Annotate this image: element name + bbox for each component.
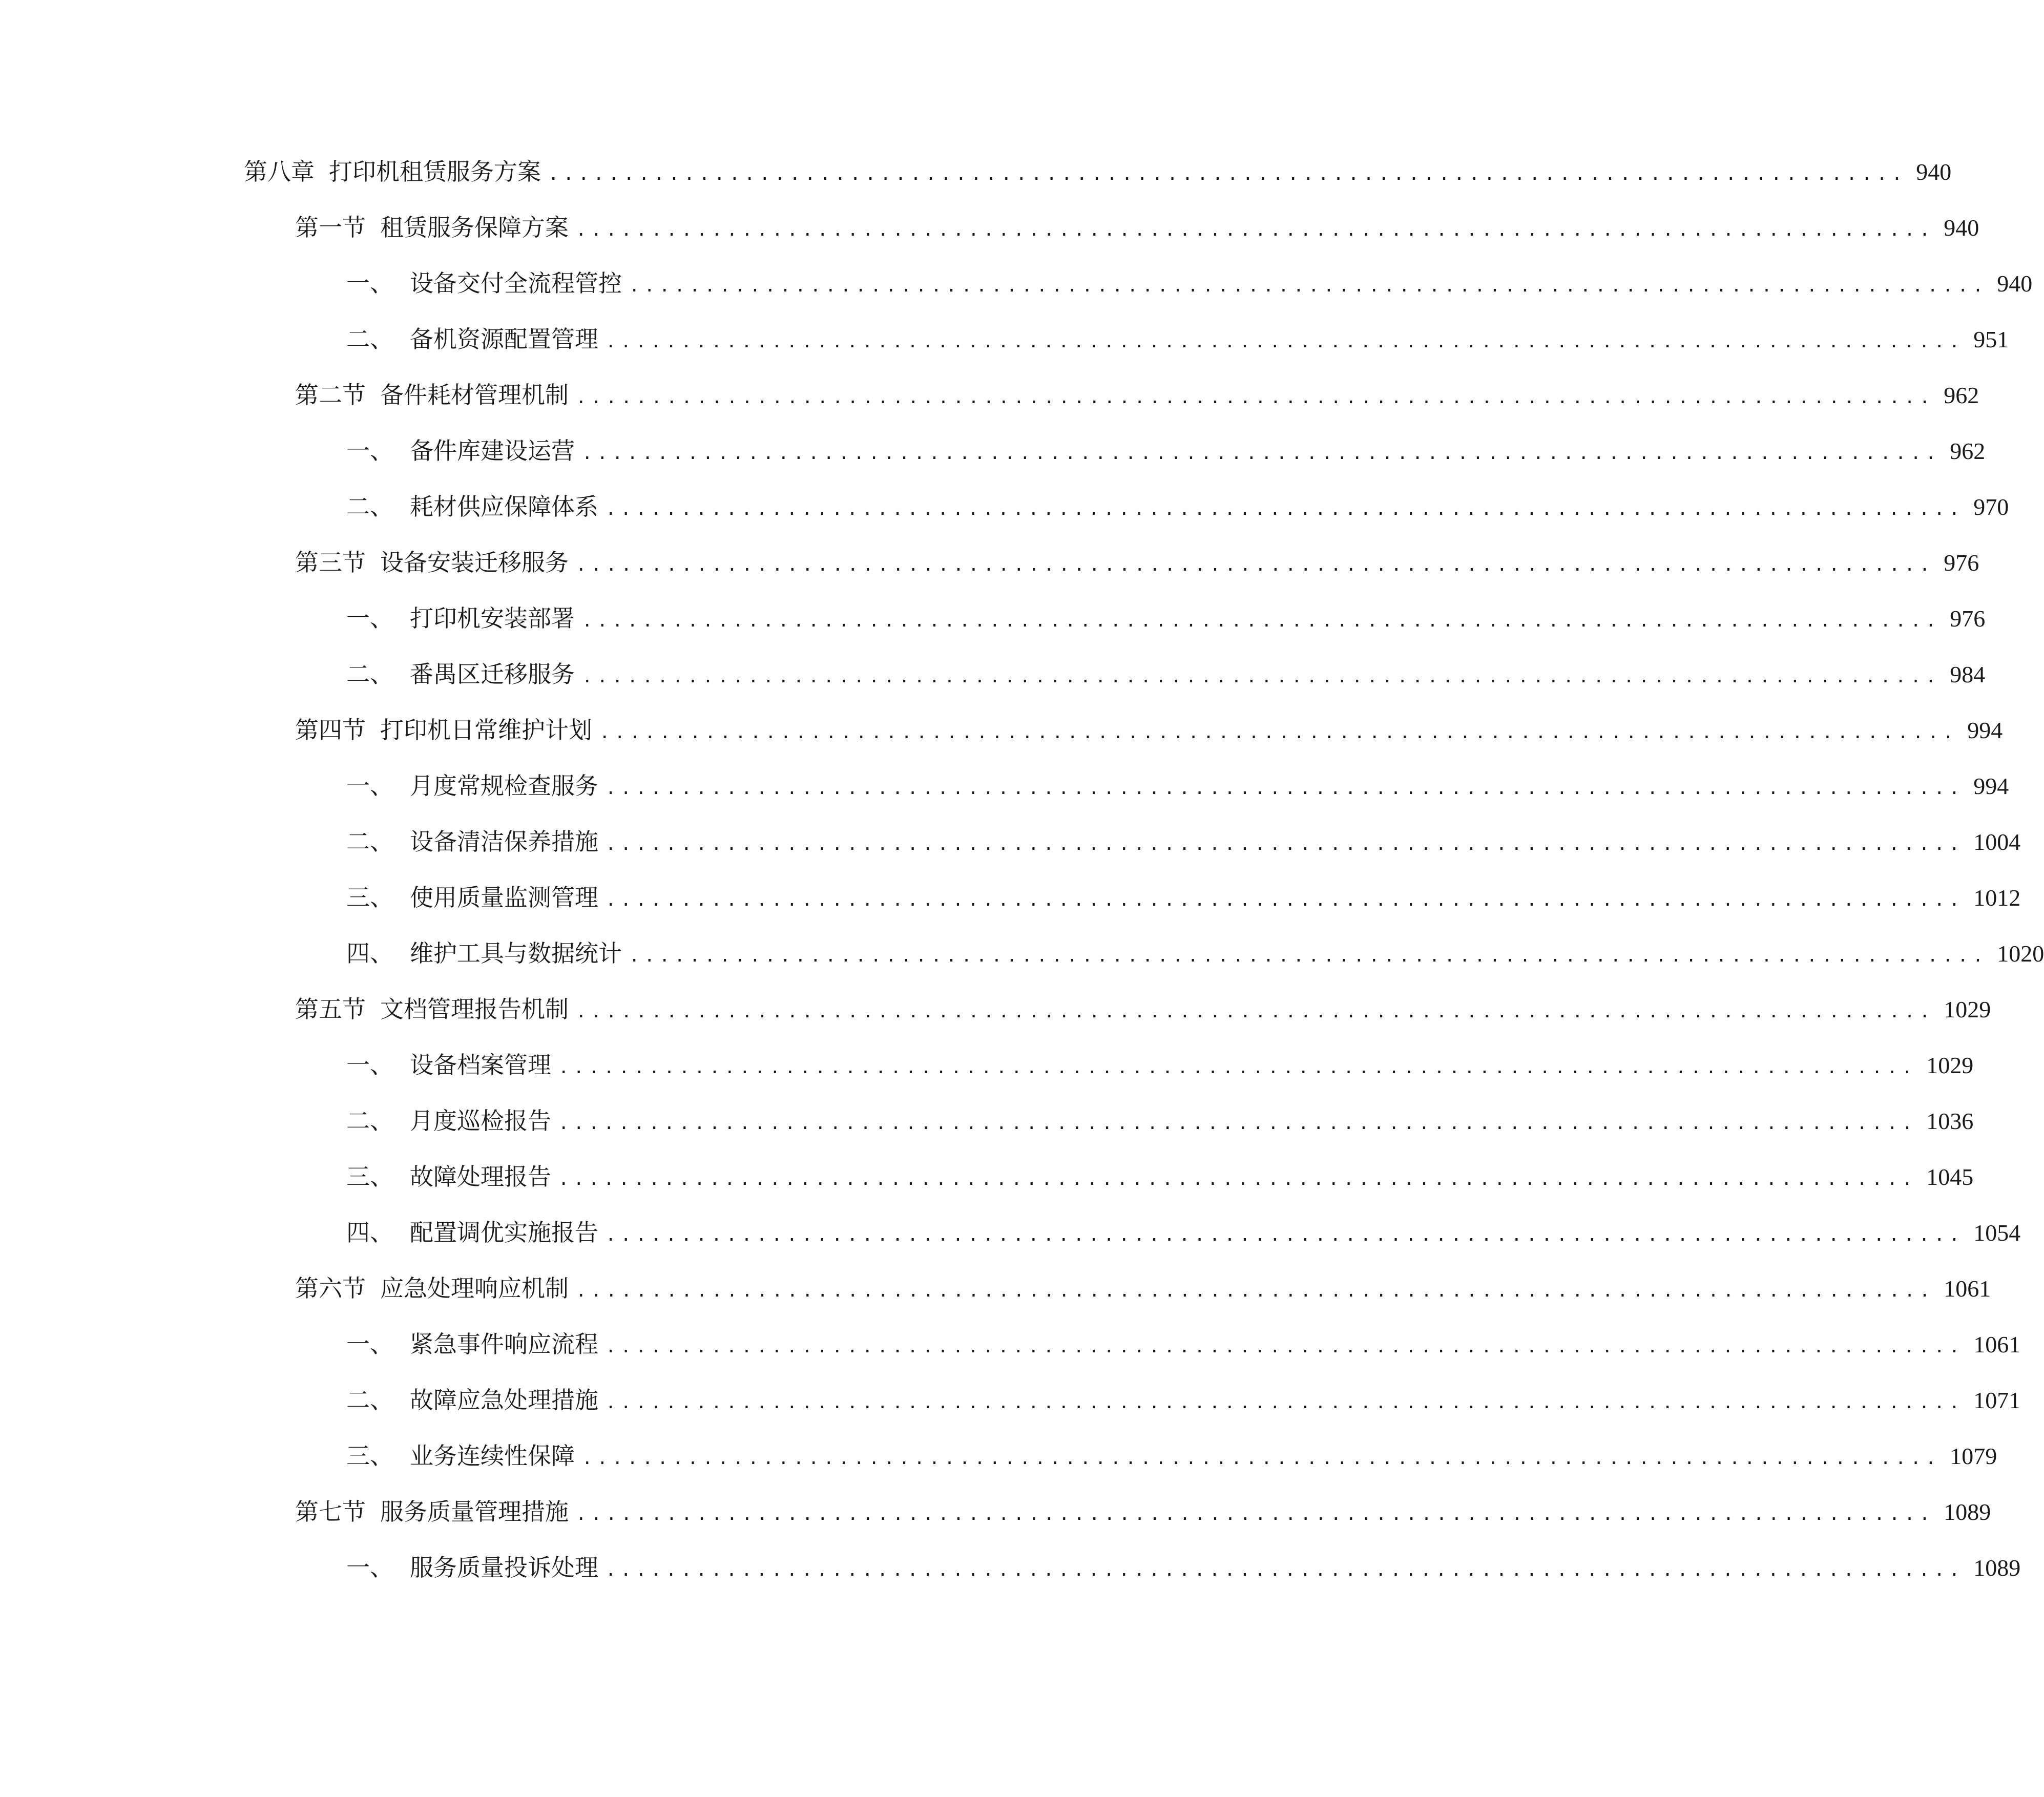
toc-entry-number: 三、 bbox=[346, 884, 393, 911]
toc-entry-number: 一、 bbox=[346, 1051, 393, 1079]
toc-entry-page: 994 bbox=[1967, 717, 2003, 743]
toc-entry-title: 设备档案管理 bbox=[410, 1051, 551, 1079]
toc-entry-page: 970 bbox=[1973, 494, 2009, 520]
toc-entry-page: 1029 bbox=[1944, 996, 1991, 1022]
toc-entry-page: 940 bbox=[1916, 159, 1952, 185]
toc-entry-number: 二、 bbox=[346, 493, 393, 520]
toc-entry-title: 设备安装迁移服务 bbox=[380, 549, 569, 576]
toc-dot-leader: .......................................................................................... bbox=[582, 666, 1941, 687]
toc-dot-leader: .......................................................................................... bbox=[606, 1560, 1965, 1580]
toc-dot-leader: .......................................................................................... bbox=[606, 1336, 1965, 1357]
toc-entry-page: 976 bbox=[1944, 550, 1979, 576]
toc-entry-number: 四、 bbox=[346, 939, 393, 967]
toc-entry-title: 服务质量管理措施 bbox=[380, 1498, 569, 1526]
toc-entry-number: 一、 bbox=[346, 604, 393, 632]
toc-entry-page: 976 bbox=[1950, 605, 1986, 632]
toc-entry-subsection[interactable] bbox=[346, 1326, 2021, 1362]
toc-entry-subsection[interactable] bbox=[346, 489, 2009, 525]
toc-entry-number: 二、 bbox=[346, 325, 393, 353]
toc-entry-subsection[interactable] bbox=[346, 600, 1986, 636]
toc-dot-leader: .......................................................................................... bbox=[599, 722, 1958, 743]
toc-entry-number: 第八章 bbox=[244, 158, 315, 185]
toc-entry-subsection[interactable] bbox=[346, 1550, 2021, 1585]
toc-dot-leader: .......................................................................................... bbox=[576, 555, 1935, 575]
toc-dot-leader: .......................................................................................... bbox=[629, 276, 1988, 296]
toc-entry-section-1[interactable] bbox=[295, 210, 1979, 245]
toc-entry-title: 使用质量监测管理 bbox=[410, 884, 598, 911]
toc-entry-number: 第六节 bbox=[295, 1274, 366, 1302]
toc-entry-title: 备件库建设运营 bbox=[410, 437, 575, 465]
toc-entry-title: 配置调优实施报告 bbox=[410, 1219, 598, 1246]
toc-entry-page: 940 bbox=[1997, 270, 2033, 297]
toc-entry-subsection[interactable] bbox=[346, 768, 2009, 804]
toc-entry-title: 设备交付全流程管控 bbox=[410, 269, 622, 297]
toc-dot-leader: .......................................................................................... bbox=[558, 1057, 1917, 1078]
toc-entry-title: 打印机日常维护计划 bbox=[380, 716, 592, 744]
toc-entry-page: 1061 bbox=[1973, 1331, 2021, 1357]
toc-dot-leader: .......................................................................................... bbox=[606, 778, 1965, 799]
toc-entry-section-4[interactable] bbox=[295, 712, 2003, 748]
toc-entry-title: 耗材供应保障体系 bbox=[410, 493, 598, 520]
toc-entry-number: 第七节 bbox=[295, 1498, 366, 1526]
toc-entry-page: 994 bbox=[1973, 773, 2009, 799]
toc-dot-leader: .......................................................................................... bbox=[582, 443, 1941, 464]
toc-dot-leader: .......................................................................................... bbox=[606, 834, 1965, 854]
toc-entry-page: 1029 bbox=[1926, 1052, 1974, 1078]
toc-entry-subsection[interactable] bbox=[346, 1047, 1974, 1083]
toc-dot-leader: .......................................................................................... bbox=[606, 1392, 1965, 1413]
toc-entry-subsection[interactable] bbox=[346, 1103, 1974, 1139]
toc-entry-title: 应急处理响应机制 bbox=[380, 1274, 569, 1302]
toc-entry-title: 紧急事件响应流程 bbox=[410, 1330, 598, 1358]
toc-entry-title: 设备清洁保养措施 bbox=[410, 828, 598, 855]
toc-entry-title: 备件耗材管理机制 bbox=[380, 381, 569, 409]
toc-entry-title: 月度常规检查服务 bbox=[410, 772, 598, 800]
toc-entry-number: 四、 bbox=[346, 1219, 393, 1246]
toc-dot-leader: .......................................................................................... bbox=[582, 1448, 1941, 1469]
toc-dot-leader: .......................................................................................... bbox=[606, 1225, 1965, 1245]
toc-entry-subsection[interactable] bbox=[346, 656, 1986, 692]
toc-entry-title: 文档管理报告机制 bbox=[380, 995, 569, 1023]
toc-entry-subsection[interactable] bbox=[346, 935, 2044, 971]
toc-entry-section-2[interactable] bbox=[295, 377, 1979, 413]
toc-entry-page: 1089 bbox=[1973, 1555, 2021, 1581]
toc-dot-leader: .......................................................................................... bbox=[606, 890, 1965, 910]
toc-entry-number: 二、 bbox=[346, 1107, 393, 1135]
toc-entry-number: 一、 bbox=[346, 269, 393, 297]
toc-entry-number: 第二节 bbox=[295, 381, 366, 409]
toc-entry-title: 服务质量投诉处理 bbox=[410, 1554, 598, 1581]
toc-entry-number: 一、 bbox=[346, 1330, 393, 1358]
toc-entry-number: 第一节 bbox=[295, 214, 366, 241]
toc-dot-leader: .......................................................................................... bbox=[576, 220, 1935, 240]
toc-entry-section-6[interactable] bbox=[295, 1270, 1991, 1306]
toc-entry-number: 第四节 bbox=[295, 716, 366, 744]
toc-entry-page: 1012 bbox=[1973, 885, 2021, 911]
toc-entry-subsection[interactable] bbox=[346, 880, 2021, 915]
toc-dot-leader: .......................................................................................... bbox=[576, 1504, 1935, 1524]
toc-entry-title: 番禺区迁移服务 bbox=[410, 660, 575, 688]
toc-dot-leader: .......................................................................................... bbox=[606, 499, 1965, 519]
toc-dot-leader: .......................................................................................... bbox=[576, 1001, 1935, 1022]
toc-dot-leader: .......................................................................................... bbox=[576, 387, 1935, 408]
toc-entry-title: 打印机租赁服务方案 bbox=[329, 158, 541, 185]
toc-entry-page: 940 bbox=[1944, 215, 1979, 241]
toc-entry-number: 二、 bbox=[346, 828, 393, 855]
toc-entry-title: 打印机安装部署 bbox=[410, 604, 575, 632]
toc-entry-page: 984 bbox=[1950, 661, 1986, 687]
toc-entry-page: 1054 bbox=[1973, 1220, 2021, 1246]
toc-entry-number: 一、 bbox=[346, 1554, 393, 1581]
toc-entry-number: 一、 bbox=[346, 437, 393, 465]
toc-entry-page: 1045 bbox=[1926, 1164, 1974, 1190]
toc-entry-number: 三、 bbox=[346, 1163, 393, 1190]
toc-entry-subsection[interactable] bbox=[346, 1438, 1997, 1474]
toc-entry-subsection[interactable] bbox=[346, 1382, 2021, 1418]
toc-entry-section-5[interactable] bbox=[295, 991, 1991, 1027]
toc-dot-leader: .......................................................................................... bbox=[548, 164, 1907, 184]
toc-entry-number: 二、 bbox=[346, 660, 393, 688]
toc-entry-subsection[interactable] bbox=[346, 433, 1986, 469]
toc-entry-page: 1020 bbox=[1997, 941, 2044, 967]
toc-entry-title: 租赁服务保障方案 bbox=[380, 214, 569, 241]
toc-entry-number: 一、 bbox=[346, 772, 393, 800]
toc-entry-title: 维护工具与数据统计 bbox=[410, 939, 622, 967]
toc-dot-leader: .......................................................................................... bbox=[558, 1169, 1917, 1189]
toc-entry-subsection[interactable] bbox=[346, 265, 2033, 301]
toc-entry-subsection[interactable] bbox=[346, 1159, 1974, 1195]
toc-dot-leader: .......................................................................................... bbox=[606, 331, 1965, 352]
toc-entry-page: 1079 bbox=[1950, 1443, 1997, 1469]
toc-entry-page: 962 bbox=[1950, 438, 1986, 464]
toc-entry-number: 第三节 bbox=[295, 549, 366, 576]
toc-entry-number: 第五节 bbox=[295, 995, 366, 1023]
toc-dot-leader: .......................................................................................... bbox=[576, 1281, 1935, 1301]
toc-entry-chapter-8[interactable] bbox=[244, 154, 1952, 190]
toc-entry-number: 二、 bbox=[346, 1386, 393, 1414]
toc-entry-page: 1089 bbox=[1944, 1499, 1991, 1525]
toc-dot-leader: .......................................................................................... bbox=[558, 1113, 1917, 1134]
toc-entry-title: 业务连续性保障 bbox=[410, 1442, 575, 1470]
toc-entry-subsection[interactable] bbox=[346, 824, 2021, 860]
toc-entry-subsection[interactable] bbox=[346, 321, 2009, 357]
toc-entry-section-3[interactable] bbox=[295, 545, 1979, 580]
toc-entry-number: 三、 bbox=[346, 1442, 393, 1470]
toc-entry-page: 1071 bbox=[1973, 1387, 2021, 1413]
toc-entry-title: 故障应急处理措施 bbox=[410, 1386, 598, 1414]
toc-dot-leader: .......................................................................................... bbox=[582, 611, 1941, 631]
toc-entry-title: 备机资源配置管理 bbox=[410, 325, 598, 353]
toc-entry-title: 月度巡检报告 bbox=[410, 1107, 551, 1135]
toc-dot-leader: .......................................................................................... bbox=[629, 946, 1988, 966]
toc-entry-title: 故障处理报告 bbox=[410, 1163, 551, 1190]
toc-entry-page: 1004 bbox=[1973, 829, 2021, 855]
toc-entry-subsection[interactable] bbox=[346, 1215, 2021, 1250]
toc-entry-page: 1036 bbox=[1926, 1108, 1974, 1134]
toc-entry-page: 962 bbox=[1944, 382, 1979, 408]
toc-entry-page: 951 bbox=[1973, 326, 2009, 352]
toc-entry-page: 1061 bbox=[1944, 1276, 1991, 1302]
toc-entry-section-7[interactable] bbox=[295, 1494, 1991, 1530]
